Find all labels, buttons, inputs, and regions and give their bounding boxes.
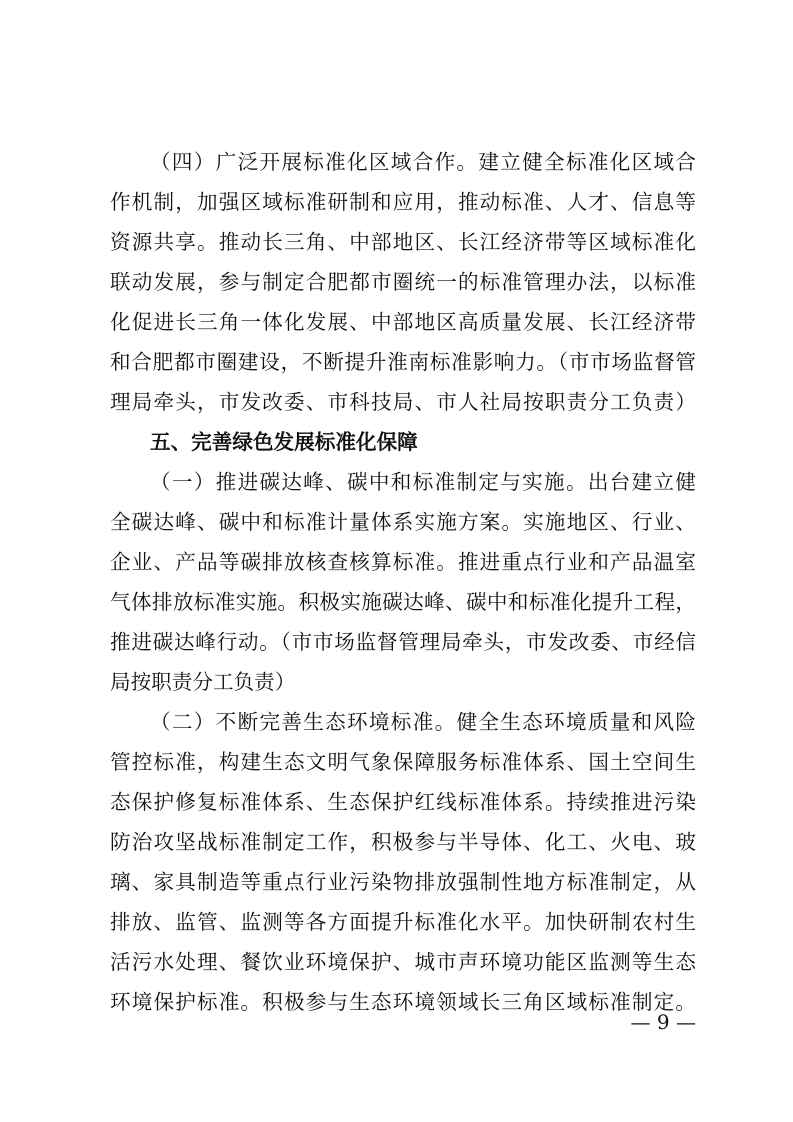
paragraph-four-line-1: （四）广泛开展标准化区域合作。建立健全标准化区域合 xyxy=(150,150,696,174)
paragraph-two-line-6: 排放、监管、监测等各方面提升标准化水平。加快研制农村生 xyxy=(110,910,696,934)
paragraph-one-line-3: 企业、产品等碳排放核查核算标准。推进重点行业和产品温室 xyxy=(110,550,696,574)
paragraph-one-line-6: 局按职责分工负责） xyxy=(110,670,296,694)
paragraph-one-line-4: 气体排放标准实施。积极实施碳达峰、碳中和标准化提升工程， xyxy=(110,590,696,614)
paragraph-one-line-1: （一）推进碳达峰、碳中和标准制定与实施。出台建立健 xyxy=(150,470,696,494)
paragraph-two-line-7: 活污水处理、餐饮业环境保护、城市声环境功能区监测等生态 xyxy=(110,950,696,974)
paragraph-two-line-4: 防治攻坚战标准制定工作，积极参与半导体、化工、火电、玻 xyxy=(110,830,696,854)
page-number: — 9 — xyxy=(630,1010,696,1034)
paragraph-one-line-5: 推进碳达峰行动。（市市场监督管理局牵头，市发改委、市经信 xyxy=(110,630,696,654)
paragraph-two-line-2: 管控标准，构建生态文明气象保障服务标准体系、国土空间生 xyxy=(110,750,696,774)
paragraph-two-line-8: 环境保护标准。积极参与生态环境领域长三角区域标准制定。 xyxy=(110,990,696,1014)
paragraph-one-line-2: 全碳达峰、碳中和标准计量体系实施方案。实施地区、行业、 xyxy=(110,510,696,534)
paragraph-four-line-6: 和合肥都市圈建设，不断提升淮南标准影响力。（市市场监督管 xyxy=(110,350,696,374)
paragraph-four-line-3: 资源共享。推动长三角、中部地区、长江经济带等区域标准化 xyxy=(110,230,696,254)
section-heading: 五、完善绿色发展标准化保障 xyxy=(150,430,418,454)
paragraph-two-line-3: 态保护修复标准体系、生态保护红线标准体系。持续推进污染 xyxy=(110,790,696,814)
paragraph-two-line-5: 璃、家具制造等重点行业污染物排放强制性地方标准制定，从 xyxy=(110,870,696,894)
paragraph-four-line-7: 理局牵头，市发改委、市科技局、市人社局按职责分工负责） xyxy=(110,390,696,414)
paragraph-four-line-4: 联动发展，参与制定合肥都市圈统一的标准管理办法，以标准 xyxy=(110,270,696,294)
paragraph-four-line-5: 化促进长三角一体化发展、中部地区高质量发展、长江经济带 xyxy=(110,310,696,334)
paragraph-four-line-2: 作机制，加强区域标准研制和应用，推动标准、人才、信息等 xyxy=(110,190,696,214)
paragraph-two-line-1: （二）不断完善生态环境标准。健全生态环境质量和风险 xyxy=(150,710,696,734)
